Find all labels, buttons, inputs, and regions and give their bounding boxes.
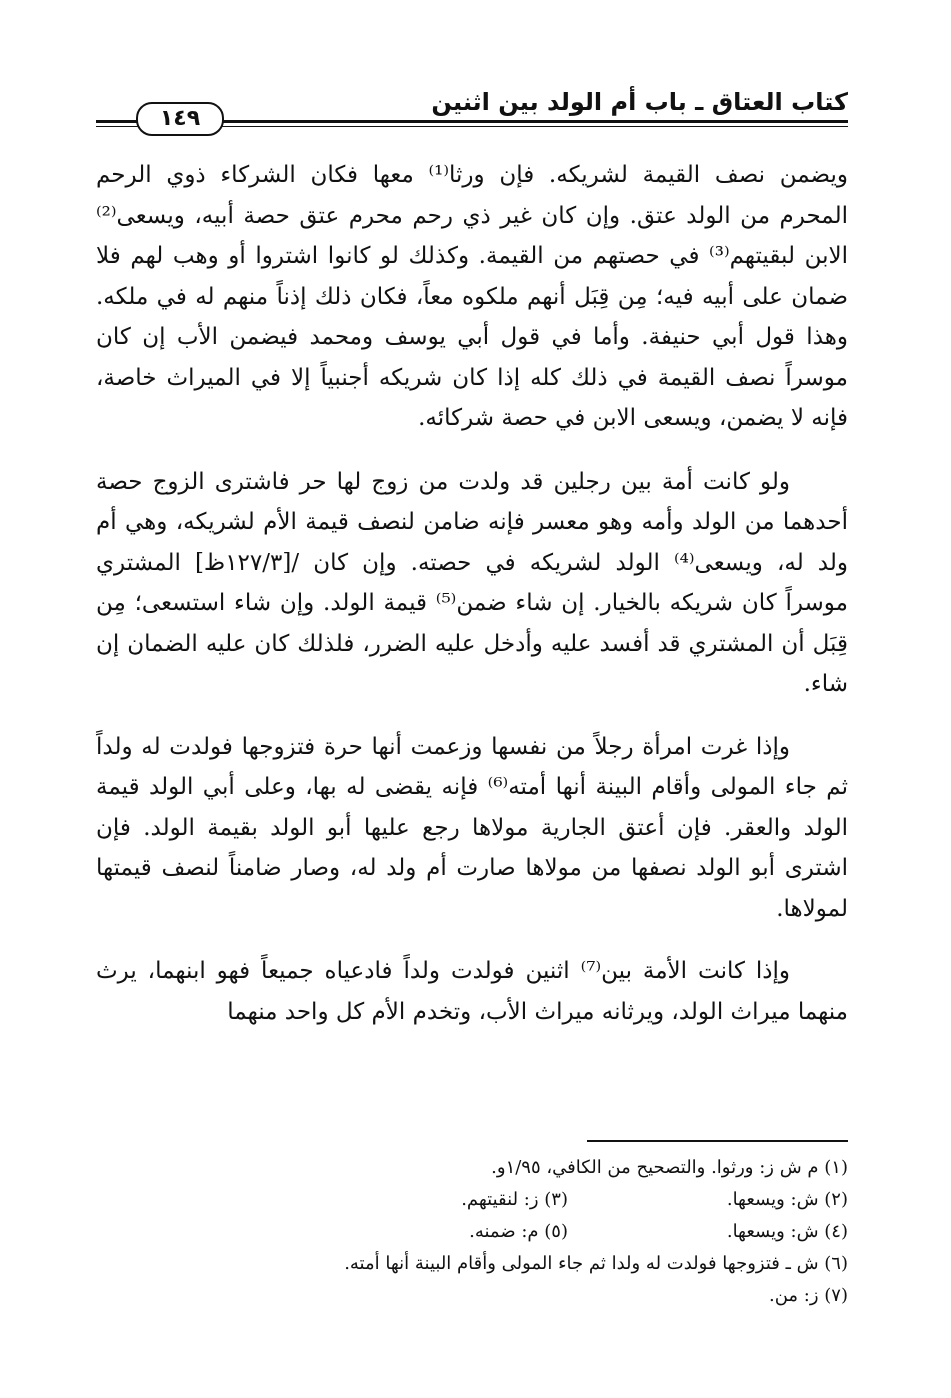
paragraph-3: وإذا غرت امرأة رجلاً من نفسها وزعمت أنها حرة فتزوجها فولدت له ولداً ثم جاء المولى وأقام البينة أنها أمته⁽⁶⁾ فإنه يقضى له بها، وعلى أبي الولد قيمة الولد والعقر. فإن أعتق الجارية مولاها رجع عليها أبو الولد بقيمة الولد. فإن اشترى أبو الولد نصفها من مولاها صارت أم ولد له، وصار ضامناً لنصف قيمتها لمولاها. [96, 733, 848, 922]
footnote-7: (٧) ز: من. [769, 1285, 848, 1306]
footnote-1: (١) م ش ز: ورثوا. والتصحيح من الكافي، ١/٩٥و. [491, 1157, 848, 1178]
paragraph-1: ويضمن نصف القيمة لشريكه. فإن ورثا⁽¹⁾ معها فكان الشركاء ذوي الرحم المحرم من الولد عتق. وإن كان غير ذي رحم محرم عتق حصة أبيه، ويسعى⁽²⁾ الابن لبقيتهم⁽³⁾ في حصتهم من القيمة. وكذلك لو كانوا اشتروا أو وهب لهم فلا ضمان على أبيه فيه؛ مِن قِبَل أنهم ملكوه معاً، فكان ذلك إذناً منهم له في ملكه. وهذا قول أبي حنيفة. وأما في قول أبي يوسف ومحمد فيضمن الأب إن كان موسراً نصف القيمة في ذلك كله إذا كان شريكه أجنبياً إلا في الميراث خاصة، فإنه لا يضمن، ويسعى الابن في حصة شركائه. [96, 162, 849, 431]
footnote-2: (٢) ش: ويسعها. [726, 1189, 848, 1210]
paragraph-2: ولو كانت أمة بين رجلين قد ولدت من زوج لها حر فاشترى الزوج حصة أحدهما من الولد وأمه وهو معسر فإنه ضامن لنصف قيمة الأم لشريكه، وهي أم ولد له، ويسعى⁽⁴⁾ الولد لشريكه في حصته. وإن كان /[١٢٧/٣ظ] المشتري موسراً كان شريكه بالخيار. إن شاء ضمن⁽⁵⁾ قيمة الولد. وإن شاء استسعى؛ مِن قِبَل أن المشتري قد أفسد عليه وأدخل عليه الضرر، فلذلك كان عليه الضمان إن شاء. [96, 468, 848, 697]
paragraph-4: وإذا كانت الأمة بين⁽⁷⁾ اثنين فولدت ولداً فادعياه جميعاً فهو ابنهما، يرث منهما ميراث الولد، ويرثانه ميراث الأب، وتخدم الأم كل واحد منهما [96, 958, 848, 1025]
footnote-4: (٤) ش: ويسعها. [726, 1221, 848, 1242]
page-header [96, 78, 848, 131]
footnote-separator [587, 1140, 848, 1142]
page-number: ١٤٩ [136, 102, 224, 136]
running-title: كتاب العتاق ـ باب أم الولد بين اثنين [431, 88, 848, 116]
footnotes [96, 1152, 848, 1312]
footnote-3: (٣) ز: لنقيتهم. [461, 1189, 568, 1210]
footnote-row-2-3 [96, 1184, 848, 1216]
main-text [96, 155, 848, 1032]
footnote-row-4-5 [96, 1216, 848, 1248]
footnote-6: (٦) ش ـ فتزوجها فولدت له ولدا ثم جاء المولى وأقام البينة أنها أمته. [344, 1253, 848, 1274]
footnote-5: (٥) م: ضمنه. [469, 1221, 568, 1242]
